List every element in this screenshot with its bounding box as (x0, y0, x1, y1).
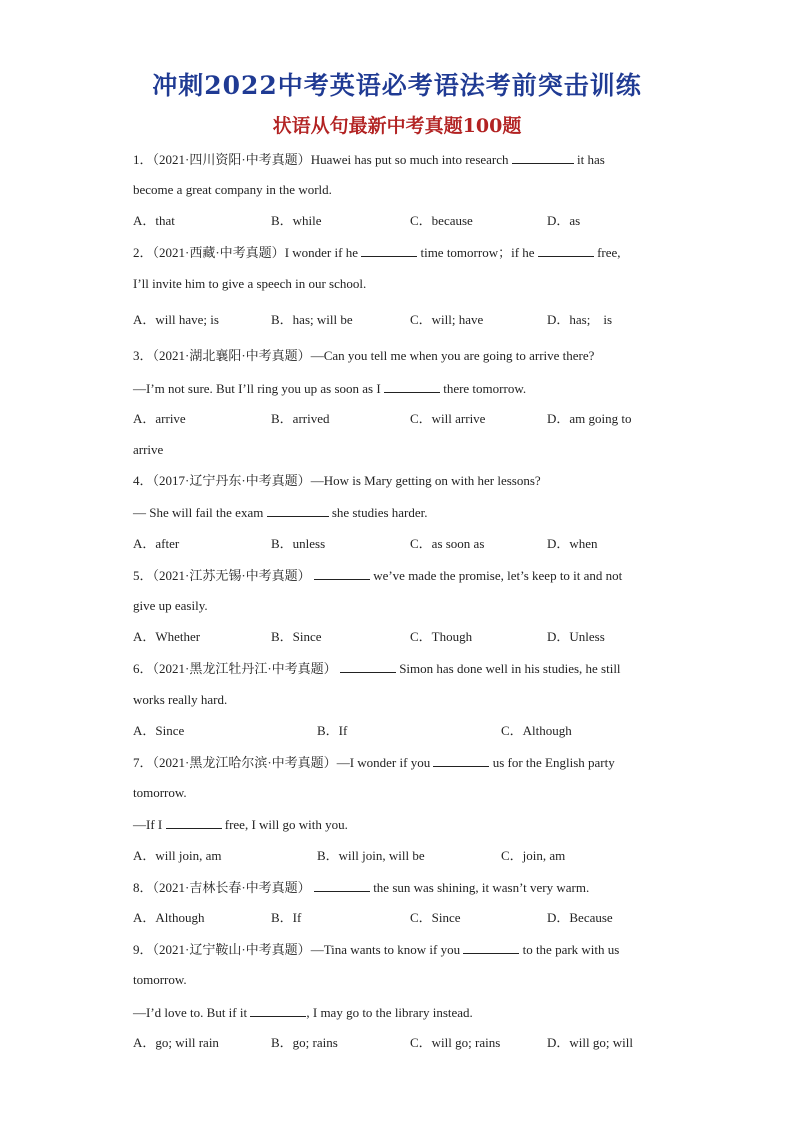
question-source: （2017·辽宁丹东·中考真题） (152, 473, 311, 488)
page-title: 冲刺2022中考英语必考语法考前突击训练 (152, 71, 642, 100)
question-source: （2021·辽宁鞍山·中考真题） (152, 942, 311, 957)
question-9-line-1: 9．（2021·辽宁鞍山·中考真题）—Tina wants to know if you to the park with us (133, 942, 620, 957)
answer-blank[interactable] (433, 754, 489, 767)
answer-blank[interactable] (267, 504, 329, 517)
question-8-line-1: 8．（2021·吉林长春·中考真题） the sun was shining, it wasn’t very warm. (133, 880, 590, 895)
option-d-continuation: arrive (133, 442, 164, 457)
option-b[interactable]: B．Since (271, 629, 322, 644)
question-9-line-2: tomorrow. (133, 972, 187, 987)
option-d[interactable]: D．will go; will (547, 1035, 633, 1050)
option-a[interactable]: A．Since (133, 723, 185, 738)
question-number: 2． (133, 245, 153, 260)
option-b[interactable]: B．If (317, 723, 348, 738)
option-a[interactable]: A．will join, am (133, 848, 222, 863)
question-source: （2021·西藏·中考真题） (152, 245, 285, 260)
page-subtitle: 状语从句最新中考真题100题 (272, 115, 522, 137)
question-number: 9． (133, 942, 153, 957)
question-6-line-1: 6．（2021·黑龙江牡丹江·中考真题） Simon has done well in his studies, he still (133, 661, 621, 676)
question-7-line-1: 7．（2021·黑龙江哈尔滨·中考真题）—I wonder if you us for the English party (133, 755, 615, 770)
question-7-line-2: tomorrow. (133, 785, 187, 800)
option-a[interactable]: A．arrive (133, 411, 186, 426)
question-number: 6． (133, 661, 153, 676)
question-6-line-2: works really hard. (133, 692, 228, 707)
question-5-line-2: give up easily. (133, 598, 208, 613)
option-b[interactable]: B．unless (271, 536, 326, 551)
answer-blank[interactable] (314, 879, 370, 892)
question-number: 3． (133, 348, 153, 363)
answer-blank[interactable] (340, 660, 396, 673)
option-d[interactable]: D．has; is (547, 312, 613, 327)
option-b[interactable]: B．go; rains (271, 1035, 338, 1050)
question-3-line-1: 3．（2021·湖北襄阳·中考真题）—Can you tell me when you are going to arrive there? (133, 348, 595, 363)
question-7-line-3: —If I free, I will go with you. (133, 817, 348, 832)
question-source: （2021·四川资阳·中考真题） (152, 152, 311, 167)
question-source: （2021·湖北襄阳·中考真题） (152, 348, 311, 363)
option-c[interactable]: C．will go; rains (410, 1035, 501, 1050)
option-c[interactable]: C．Since (410, 910, 461, 925)
option-c[interactable]: C．as soon as (410, 536, 485, 551)
question-number: 7． (133, 755, 153, 770)
question-source: （2021·吉林长春·中考真题） (152, 880, 311, 895)
answer-blank[interactable] (463, 941, 519, 954)
option-b[interactable]: B．has; will be (271, 312, 353, 327)
option-d[interactable]: D．Unless (547, 629, 605, 644)
answer-blank[interactable] (166, 816, 222, 829)
question-number: 5． (133, 568, 153, 583)
option-b[interactable]: B．will join, will be (317, 848, 425, 863)
question-1-line-1: 1．（2021·四川资阳·中考真题）Huawei has put so much into research it has (133, 152, 605, 167)
option-c[interactable]: C．Though (410, 629, 473, 644)
question-1-line-2: become a great company in the world. (133, 182, 332, 197)
question-source: （2021·黑龙江牡丹江·中考真题） (152, 661, 337, 676)
option-d[interactable]: D．am going to (547, 411, 632, 426)
question-number: 1． (133, 152, 153, 167)
answer-blank[interactable] (384, 380, 440, 393)
question-number: 8． (133, 880, 153, 895)
question-source: （2021·江苏无锡·中考真题） (152, 568, 311, 583)
option-a[interactable]: A．Whether (133, 629, 201, 644)
question-4-line-1: 4．（2017·辽宁丹东·中考真题）—How is Mary getting on with her lessons? (133, 473, 541, 488)
question-2-line-1: 2．（2021·西藏·中考真题）I wonder if he time tomorrow；if he free, (133, 245, 621, 260)
option-c[interactable]: C．Although (501, 723, 572, 738)
question-4-line-2: — She will fail the exam she studies harder. (133, 505, 428, 520)
answer-blank[interactable] (314, 567, 370, 580)
option-a[interactable]: A．after (133, 536, 180, 551)
option-d[interactable]: D．as (547, 213, 581, 228)
answer-blank[interactable] (538, 244, 594, 257)
question-5-line-1: 5．（2021·江苏无锡·中考真题） we’ve made the promise, let’s keep to it and not (133, 568, 623, 583)
option-c[interactable]: C．because (410, 213, 473, 228)
option-c[interactable]: C．will; have (410, 312, 484, 327)
answer-blank[interactable] (361, 244, 417, 257)
option-a[interactable]: A．that (133, 213, 175, 228)
question-9-line-3: —I’d love to. But if it , I may go to the library instead. (133, 1005, 473, 1020)
option-b[interactable]: B．If (271, 910, 302, 925)
option-a[interactable]: A．will have; is (133, 312, 219, 327)
option-d[interactable]: D．Because (547, 910, 613, 925)
option-b[interactable]: B．arrived (271, 411, 330, 426)
answer-blank[interactable] (250, 1004, 306, 1017)
option-b[interactable]: B．while (271, 213, 322, 228)
question-3-line-2: —I’m not sure. But I’ll ring you up as soon as I there tomorrow. (133, 381, 527, 396)
question-2-line-2: I’ll invite him to give a speech in our school. (133, 276, 367, 291)
option-c[interactable]: C．join, am (501, 848, 566, 863)
question-source: （2021·黑龙江哈尔滨·中考真题） (152, 755, 337, 770)
answer-blank[interactable] (512, 151, 574, 164)
option-a[interactable]: A．Although (133, 910, 205, 925)
option-d[interactable]: D．when (547, 536, 598, 551)
option-a[interactable]: A．go; will rain (133, 1035, 219, 1050)
question-number: 4． (133, 473, 153, 488)
option-c[interactable]: C．will arrive (410, 411, 486, 426)
